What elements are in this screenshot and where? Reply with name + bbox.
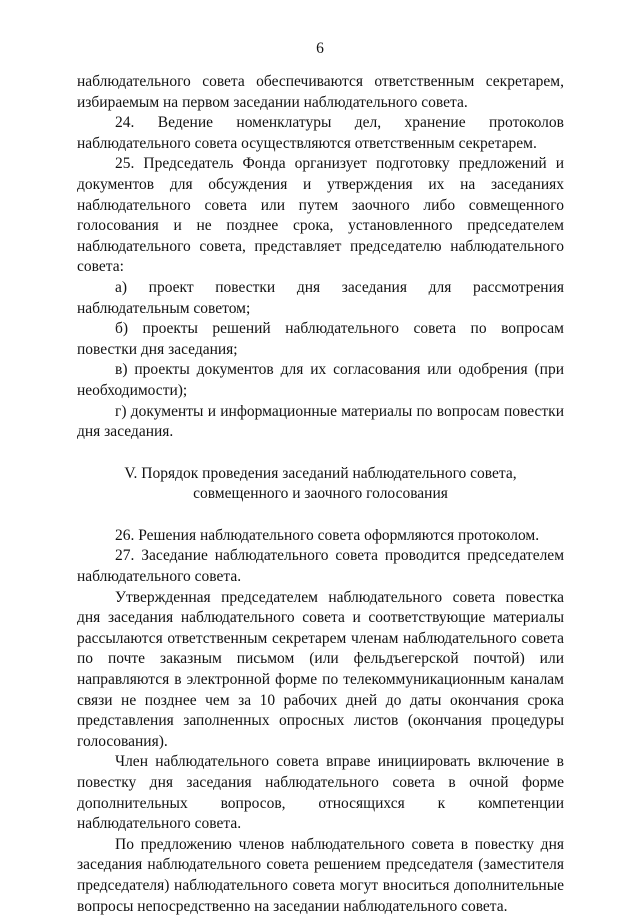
paragraph-27-agenda: Утвержденная председателем наблюдательного совета повестка дня заседания наблюдательного совета и соответствующие материалы рассылаются ответственным секретарем членам наблюдательного совета по почте заказным письмом (или фельдъегерской почтой) или направляются в электронной форме по телекоммуникационным каналам связи не позднее чем за 10 рабочих дней до даты окончания срока представления заполненных опросных листов (окончания процедуры голосования). [77,588,564,750]
section-heading-line-1: V. Порядок проведения заседаний наблюдательного совета, [124,464,517,482]
paragraph-25-a: а) проект повестки дня заседания для рассмотрения наблюдательным советом; [77,278,564,317]
paragraph-27: 27. Заседание наблюдательного совета проводится председателем наблюдательного совета. [77,547,564,586]
section-heading [77,464,564,505]
paragraph-continuation: наблюдательного совета обеспечиваются ответственным секретарем, избираемым на первом заседании наблюдательного совета. [77,73,564,111]
paragraph-25-c: в) проекты документов для их согласования или одобрения (при необходимости); [77,361,564,399]
paragraph-25-b: б) проекты решений наблюдательного совета по вопросам повестки дня заседания; [77,320,564,358]
document-body [77,72,564,917]
paragraph-26: 26. Решения наблюдательного совета оформляются протоколом. [115,526,540,544]
section-heading-line-2: совмещенного и заочного голосования [193,485,448,503]
paragraph-25-d: г) документы и информационные материалы по вопросам повестки дня заседания. [77,402,564,441]
page-number: 6 [316,40,324,57]
paragraph-24: 24. Ведение номенклатуры дел, хранение протоколов наблюдательного совета осуществляются ответственным секретарем. [77,114,564,152]
paragraph-27-member-initiative: Член наблюдательного совета вправе инициировать включение в повестку дня заседания наблюдательного совета в очной форме дополнительных вопросов, относящихся к компетенции наблюдательного совета. [77,753,564,833]
paragraph-27-additional-questions: По предложению членов наблюдательного совета в повестку дня заседания наблюдательного совета решением председателя (заместителя председателя) наблюдательного совета могут вноситься дополнительные вопросы непосредственно на заседании наблюдательного совета. [77,835,564,915]
paragraph-25: 25. Председатель Фонда организует подготовку предложений и документов для обсуждения и утверждения их на заседаниях наблюдательного совета или путем заочного либо совмещенного голосования и не позднее срока, установленного председателем наблюдательного совета, представляет председателю наблюдательного совета: [77,155,564,276]
